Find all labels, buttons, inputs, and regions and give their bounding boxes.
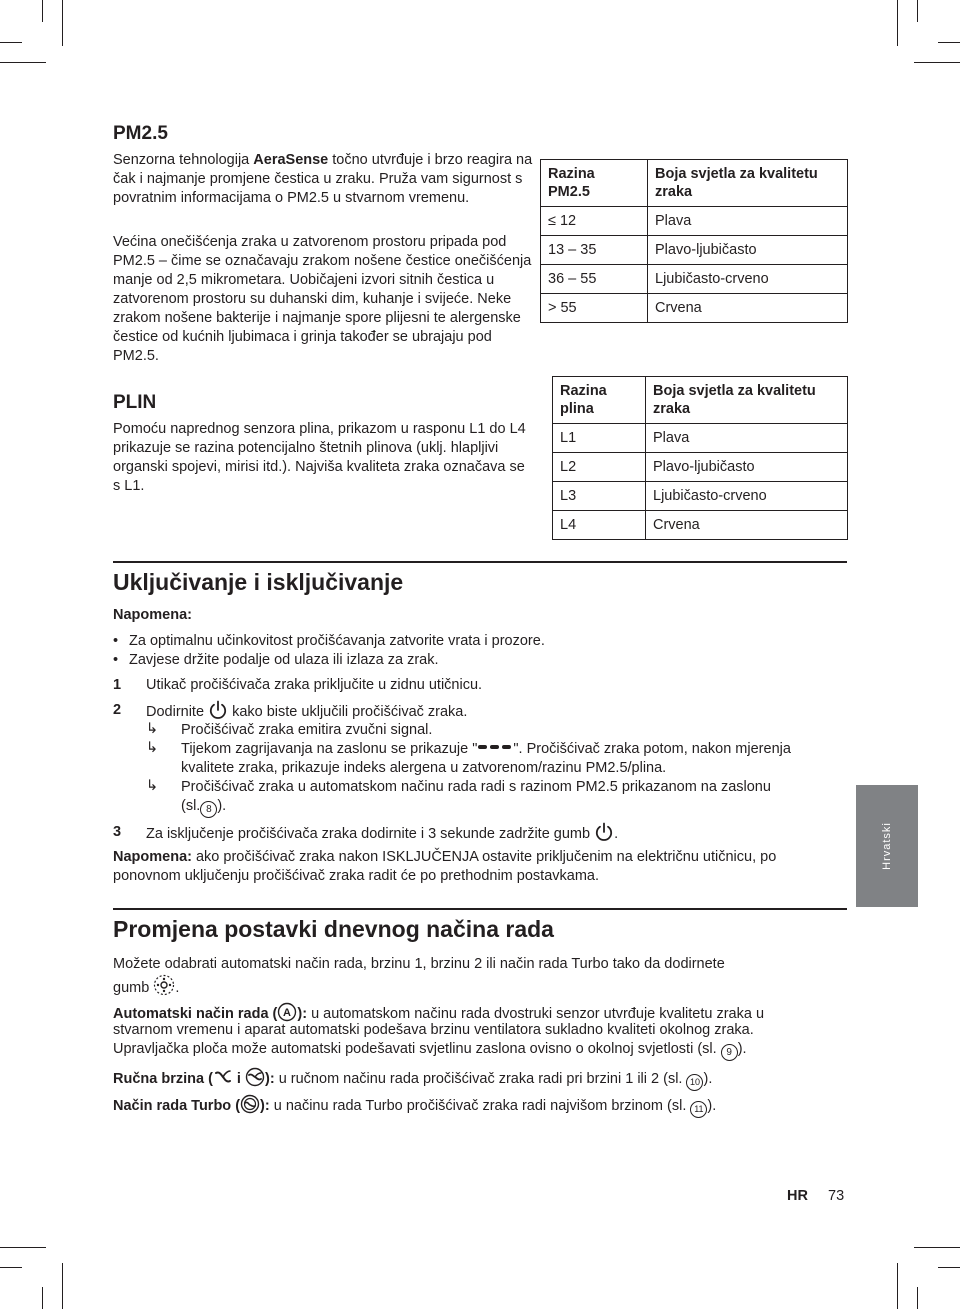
turbo-text: u načinu rada Turbo pročišćivač zraka radi najvišom brzinom (sl. <box>269 1098 691 1114</box>
table-cell: Ljubičasto-crveno <box>646 482 848 511</box>
footer-language: HR <box>787 1188 808 1204</box>
auto-line-3-post: ). <box>737 1041 747 1057</box>
table-row <box>541 236 848 265</box>
turbo-text-end: ). <box>707 1098 717 1114</box>
note-label: Napomena: <box>113 607 192 623</box>
modes-intro-pre: gumb <box>113 980 154 996</box>
note-2-text: ako pročišćivač zraka nakon ISKLJUČENJA ostavite priključenim na električnu utičnicu, po <box>191 849 777 865</box>
crop-mark <box>62 1263 63 1309</box>
table-cell: Plavo-ljubičasto <box>646 453 848 482</box>
result-arrow-icon: ↳ <box>146 778 159 794</box>
table-cell: 36 – 55 <box>541 265 648 294</box>
step-2-pre: Dodirnite <box>146 704 209 720</box>
crop-mark <box>938 1267 960 1268</box>
result-1-text: Pročišćivač zraka emitira zvučni signal. <box>181 722 433 738</box>
step-3-pre: Za isključenje pročišćivača zraka dodirnite i 3 sekunde zadržite gumb <box>146 826 595 842</box>
step-3-post: . <box>614 826 619 842</box>
onoff-heading: Uključivanje i isključivanje <box>113 569 404 595</box>
manual-label: Ručna brzina ( <box>113 1071 213 1087</box>
table-cell: ≤ 12 <box>541 207 648 236</box>
note-2-label: Napomena: <box>113 849 192 865</box>
auto-text: u automatskom načinu rada dvostruki senzor utvrđuje kvalitetu zraka u <box>307 1006 765 1022</box>
pm25-p1-text-2: točno utvrđuje i brzo reagira na čak i najmanje promjene čestica u zraku. Pruža vam sigurnost s povratnim informacijama o PM2.5 u stvarnom vremenu. <box>113 152 533 206</box>
mode-dial-icon <box>153 974 175 996</box>
plin-paragraph: Pomoću naprednog senzora plina, prikazom u rasponu L1 do L4 prikazuje se razina potencijalno štetnih plinova (uklj. hlapljivi organski spojevi, mirisi itd.). Najviša kvaliteta zraka označava se s L1. <box>113 421 526 494</box>
step-2-post: kako biste uključili pročišćivač zraka. <box>228 704 468 720</box>
language-side-tab-label: Hrvatski <box>881 822 893 870</box>
result-2-line-2: kvalitete zraka, prikazuje indeks alergena u zatvorenom/razinu PM2.5/plina. <box>181 760 667 776</box>
manual-text-end: ). <box>703 1071 713 1087</box>
table-cell: > 55 <box>541 294 648 323</box>
crop-mark <box>897 1263 898 1309</box>
table-cell: L3 <box>553 482 646 511</box>
pm25-paragraph-2: Većina onečišćenja zraka u zatvorenom prostoru pripada pod PM2.5 – čime se označavaju zrakom nošene čestice onečišćenja manje od 2,5 mikrometara. Uobičajeni izvori sitnih čestica u zatvorenom prostoru su duhanski dim, kuhanje i svijeće. Neke zrakom nošene bakterije i najmanje spore plijesni te alergenske čestice od kućnih ljubimaca i grinja također se ubrajaju pod PM2.5. <box>113 234 532 364</box>
crop-mark <box>938 42 960 43</box>
speed-1-icon <box>213 1067 233 1087</box>
crop-mark <box>62 0 63 46</box>
bullet-dot: • <box>113 633 119 649</box>
table-row <box>541 207 848 236</box>
table-cell: Plavo-ljubičasto <box>648 236 848 265</box>
note-2-line-2: ponovnom uključenju pročišćivač zraka radit će po prethodnim postavkama. <box>113 868 599 884</box>
table-cell: L2 <box>553 453 646 482</box>
language-side-tab <box>856 785 918 907</box>
turbo-label-end: ): <box>260 1098 270 1114</box>
table-cell: Plava <box>646 424 848 453</box>
step-number: 1 <box>113 677 122 693</box>
table-row <box>553 482 848 511</box>
crop-mark <box>42 0 43 22</box>
auto-mode-icon <box>277 1002 297 1022</box>
manual-speed-line <box>113 1067 712 1091</box>
result-arrow-icon: ↳ <box>146 740 159 756</box>
table-row <box>541 265 848 294</box>
auto-line-3-pre: Upravljačka ploča može automatski podešavati svjetlinu zaslona ovisno o okolnoj svjetlosti (sl. <box>113 1041 721 1057</box>
modes-heading: Promjena postavki dnevnog načina rada <box>113 916 554 942</box>
page-number: 73 <box>828 1188 845 1204</box>
auto-label-end: ): <box>297 1006 308 1022</box>
bullet-text: Za optimalnu učinkovitost pročišćavanja zatvorite vrata i prozore. <box>129 633 545 649</box>
aerasense-term: AeraSense <box>253 152 329 168</box>
auto-label: Automatski način rada ( <box>113 1006 278 1022</box>
table-cell: L4 <box>553 511 646 540</box>
step-number: 3 <box>113 824 122 840</box>
crop-mark <box>0 1247 46 1248</box>
pm25-paragraph-1 <box>113 151 533 208</box>
pm25-p1-text: Senzorna tehnologija <box>113 152 254 168</box>
note-2 <box>113 848 776 867</box>
svg-text:A: A <box>283 1007 292 1019</box>
crop-mark <box>914 1247 960 1248</box>
manual-text: u ručnom načinu rada pročišćivač zraka radi pri brzini 1 ili 2 (sl. <box>274 1071 687 1087</box>
crop-mark <box>914 62 960 63</box>
turbo-mode-icon <box>240 1094 260 1114</box>
step-1-text: Utikač pročišćivača zraka priključite u zidnu utičnicu. <box>146 677 483 693</box>
table-header-row <box>553 377 848 424</box>
table-cell: 13 – 35 <box>541 236 648 265</box>
step-3-text <box>146 822 618 844</box>
manual-label-end: ): <box>265 1071 275 1087</box>
step-number: 2 <box>113 702 122 718</box>
bullet-dot: • <box>113 652 119 668</box>
crop-mark <box>0 62 46 63</box>
result-arrow-icon: ↳ <box>146 721 159 737</box>
table-row <box>553 511 848 540</box>
figure-number: 9 <box>726 1047 732 1058</box>
result-3-pre: (sl. <box>181 798 201 814</box>
modes-intro-post: . <box>175 980 180 996</box>
table-cell: Crvena <box>648 294 848 323</box>
auto-mode-line-2: stvarnom vremenu i aparat automatski podešava brzinu ventilatora sukladno kvaliteti okolnog zraka. <box>113 1022 754 1038</box>
pm25-table <box>540 159 848 323</box>
result-2-text <box>181 740 791 759</box>
figure-number: 10 <box>689 1077 700 1087</box>
figure-number-badge <box>686 1074 703 1091</box>
table-row <box>553 453 848 482</box>
crop-mark <box>917 0 918 22</box>
table-header: Razina plina <box>553 377 646 424</box>
table-header: Boja svjetla za kvalitetu zraka <box>648 160 848 207</box>
speed-2-icon <box>245 1067 265 1087</box>
power-icon <box>594 822 614 842</box>
turbo-mode-line <box>113 1094 716 1118</box>
crop-mark <box>897 0 898 46</box>
table-header-row <box>541 160 848 207</box>
table-row <box>553 424 848 453</box>
result-3-post: ). <box>217 798 227 814</box>
table-cell: Ljubičasto-crveno <box>648 265 848 294</box>
crop-mark <box>917 1287 918 1309</box>
crop-mark <box>0 42 22 43</box>
plin-table <box>552 376 848 540</box>
turbo-label: Način rada Turbo ( <box>113 1098 241 1114</box>
result-3-line-2 <box>181 797 226 818</box>
figure-number-badge <box>200 801 217 818</box>
power-icon <box>208 700 228 720</box>
section-rule <box>113 908 847 910</box>
result-2-post: ". Pročišćivač zraka potom, nakon mjerenja <box>513 741 791 757</box>
crop-mark <box>42 1287 43 1309</box>
table-header: Razina PM2.5 <box>541 160 648 207</box>
plin-heading: PLIN <box>113 392 157 413</box>
modes-intro: Možete odabrati automatski način rada, brzinu 1, brzinu 2 ili način rada Turbo tako da dodirnete <box>113 956 725 972</box>
table-header: Boja svjetla za kvalitetu zraka <box>646 377 848 424</box>
modes-intro-line-2 <box>113 974 179 998</box>
section-rule <box>113 561 847 563</box>
pm25-heading: PM2.5 <box>113 123 168 144</box>
step-2-text <box>146 700 467 722</box>
auto-mode-line-3 <box>113 1040 747 1061</box>
warmup-dashes-icon <box>477 741 513 753</box>
manual-and: i <box>232 1071 245 1087</box>
figure-number: 8 <box>206 804 212 815</box>
figure-number: 11 <box>694 1104 704 1114</box>
figure-number-badge <box>721 1044 738 1061</box>
table-cell: L1 <box>553 424 646 453</box>
figure-number-badge <box>690 1101 707 1118</box>
table-cell: Plava <box>648 207 848 236</box>
result-2-pre: Tijekom zagrijavanja na zaslonu se prikazuje " <box>181 741 478 757</box>
crop-mark <box>0 1267 22 1268</box>
table-row <box>541 294 848 323</box>
table-cell: Crvena <box>646 511 848 540</box>
result-3-text: Pročišćivač zraka u automatskom načinu rada radi s razinom PM2.5 prikazanom na zaslonu <box>181 779 771 795</box>
bullet-text: Zavjese držite podalje od ulaza ili izlaza za zrak. <box>129 652 439 668</box>
